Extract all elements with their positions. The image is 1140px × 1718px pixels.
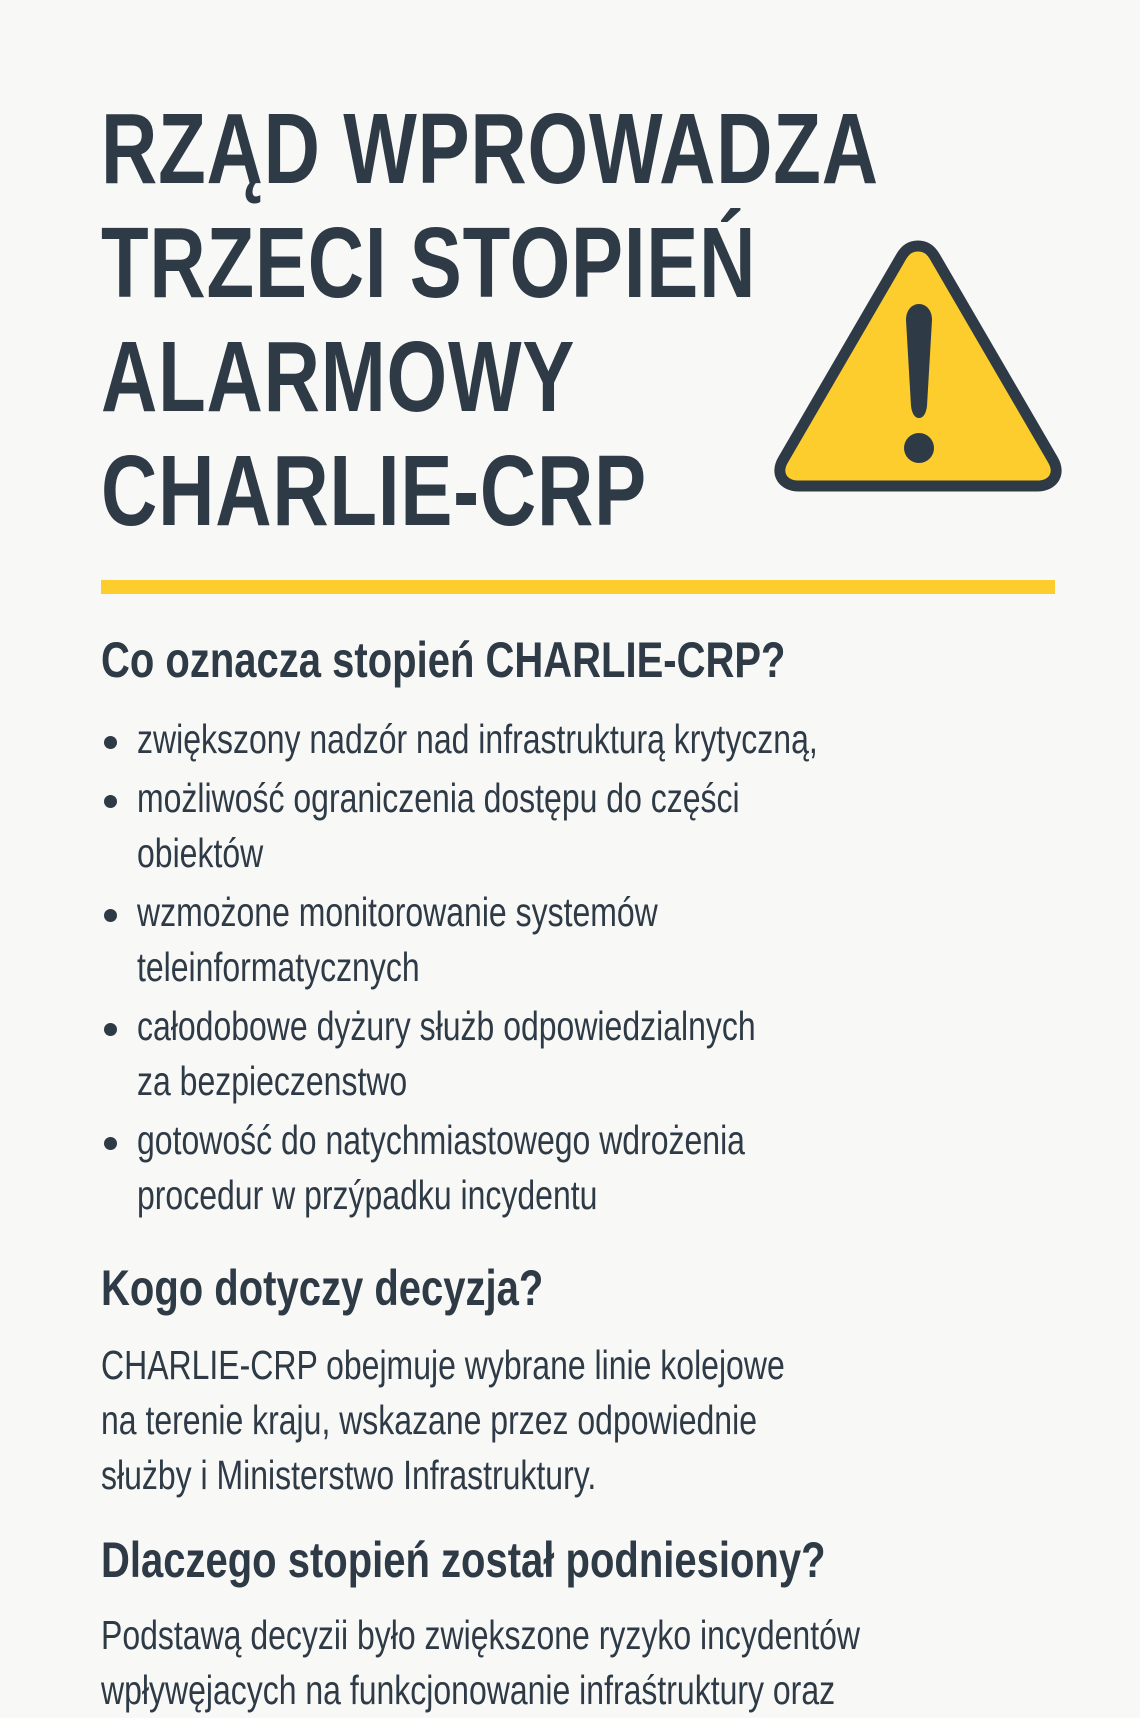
list-item: wzmożone monitorowanie systemów teleinformatycznych — [101, 885, 1010, 995]
list-item: gotowość do natychmiastowego wdrożenia procedur w przýpadku incydentu — [101, 1113, 1010, 1223]
bullet-dot-icon — [104, 795, 117, 808]
title-line: CHARLIE-CRP — [101, 435, 647, 547]
title-line: RZĄD WPROWADZA — [101, 93, 879, 205]
title-line: TRZECI STOPIEŃ — [101, 207, 757, 319]
section-heading-scope: Kogo dotyczy decyzja? — [101, 1260, 544, 1316]
list-item: całodobowe dyżury służb odpowiedzialnych za bezpieczenstwo — [101, 999, 1010, 1109]
list-item: zwiększony nadzór nad infrastrukturą krytyczną, — [101, 712, 1010, 767]
section-heading-reason: Dlaczego stopień został podniesiony? — [101, 1532, 826, 1588]
yellow-divider — [101, 580, 1055, 594]
bullet-dot-icon — [104, 736, 117, 749]
title-line: ALARMOWY — [101, 321, 576, 433]
reason-paragraph: Podstawą decyzii było zwiększone ryzyko incydentów wpływęjacych na funkcjonowanie infraśtruktury oraz — [101, 1612, 860, 1713]
warning-triangle-icon — [774, 236, 1062, 494]
bullet-dot-icon — [104, 909, 117, 922]
bullet-dot-icon — [104, 1137, 117, 1150]
list-item: możliwość ograniczenia dostępu do części obiektów — [101, 771, 1010, 881]
section-heading-meaning: Co oznacza stopień CHARLIE-CRP? — [101, 632, 786, 688]
bullet-dot-icon — [104, 1023, 117, 1036]
scope-paragraph: CHARLIE-CRP obejmuje wybrane linie kolejowe na terenie kraju, wskazane przez odpowiednie służby i Ministerstwo Infrastruktury. — [101, 1342, 785, 1498]
measures-list — [101, 712, 1010, 1227]
